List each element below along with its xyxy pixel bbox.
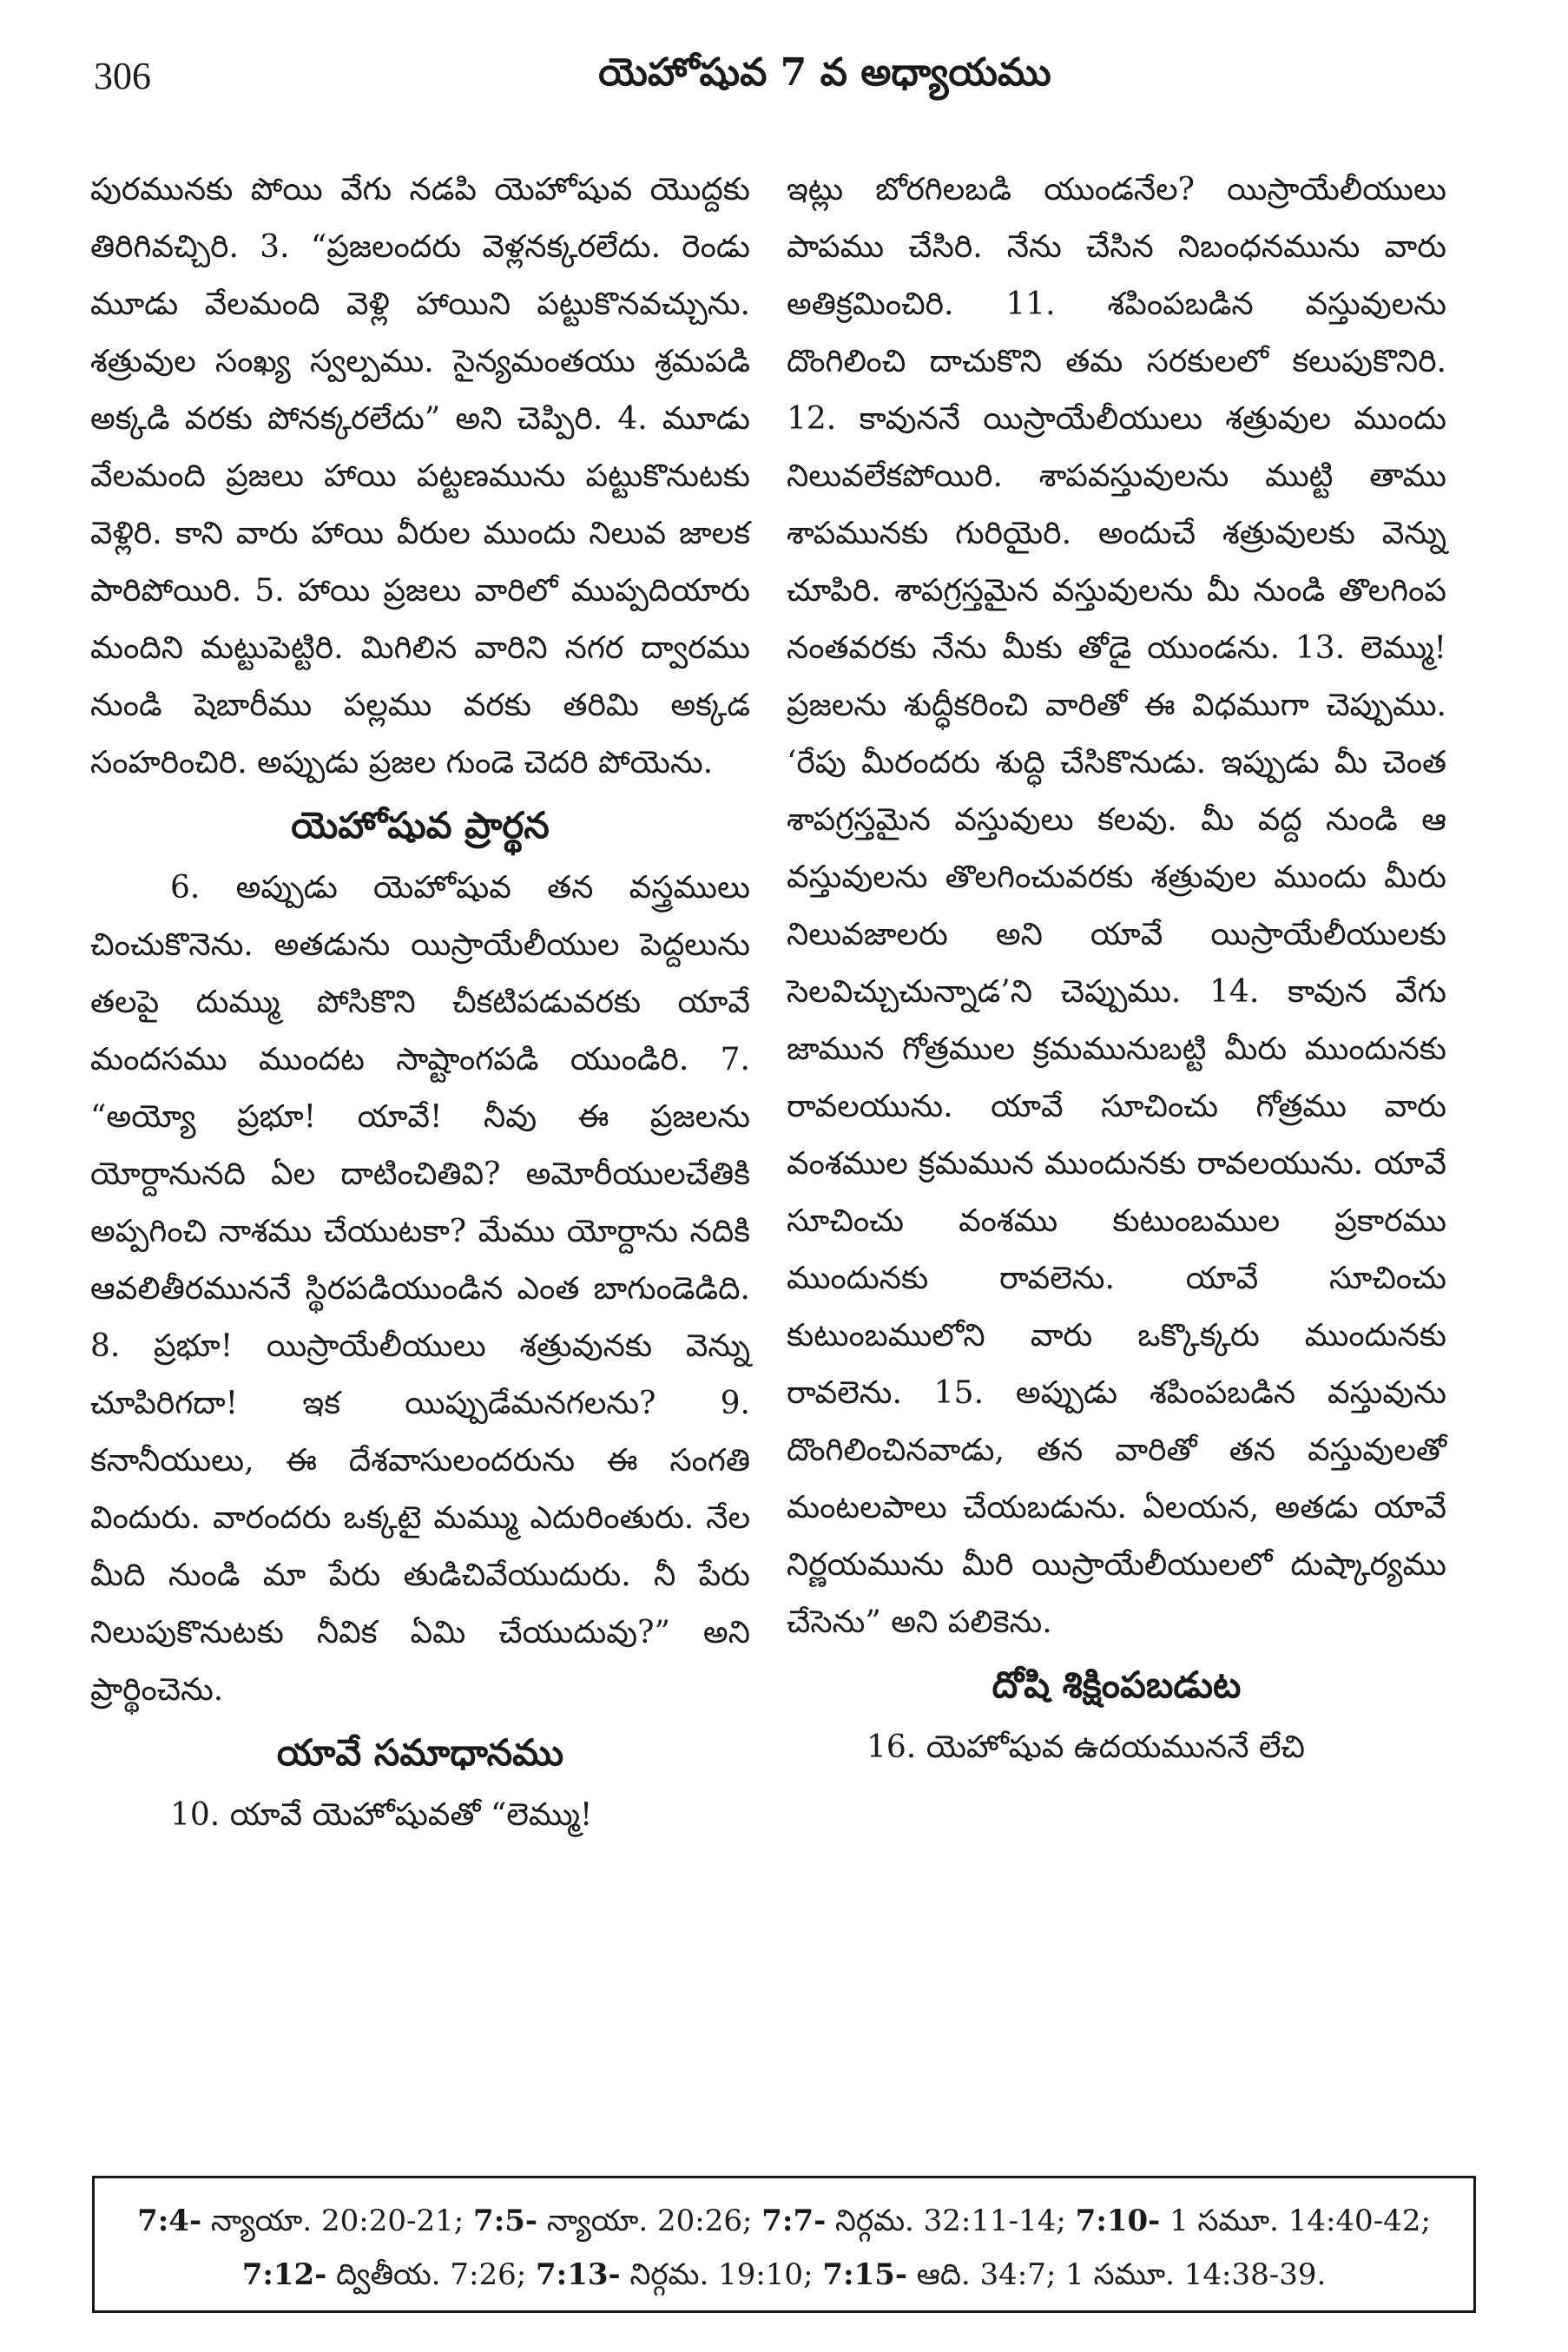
running-head: యెహోషువ 7 వ అధ్యాయము xyxy=(598,50,1051,95)
footnote-text: న్యాయా. 20:26; xyxy=(537,2204,762,2238)
footnote-text: 1 సమూ. 14:40-42; xyxy=(1160,2204,1431,2238)
footnote-ref: 7:7- xyxy=(761,2204,827,2238)
right-paragraph-1: ఇట్లు బోరగిలబడి యుండనేల? యిస్రాయేలీయులు పాపము చేసిరి. నేను చేసిన నిబంధనమును వారు అతిక్రమించిరి. 11. శపింపబడిన వస్తువులను దొంగిలించి దాచుకొని తమ సరకులలో కలుపుకొనిరి. 12. కావుననే యిస్రాయేలీయులు శత్రువుల ముందు నిలువలేకపోయిరి. శాపవస్తువులను ముట్టి తాము శాపమునకు గురియైరి. అందుచే శత్రువులకు వెన్ను చూపిరి. శాపగ్రస్తమైన వస్తువులను మీ నుండి తొలగింప నంతవరకు నేను మీకు తోడై యుండను. 13. లెమ్ము! ప్రజలను శుద్ధీకరించి వారితో ఈ విధముగా చెప్పుము. ‘రేపు మీరందరు శుద్ధి చేసికొనుడు. ఇప్పుడు మీ చెంత శాపగ్రస్తమైన వస్తువులు కలవు. మీ వద్ద నుండి ఆ వస్తువులను తొలగించువరకు శత్రువుల ముందు మీరు నిలువజాలరు అని యావే యిస్రాయేలీయులకు సెలవిచ్చుచున్నాడ’ని చెప్పుము. 14. కావున వేగు జామున గోత్రముల క్రమమునుబట్టి మీరు ముందునకు రావలయును. యావే సూచించు గోత్రము వారు వంశముల క్రమమున ముందునకు రావలయును. యావే సూచించు వంశము కుటుంబముల ప్రకారము ముందునకు రావలెను. యావే సూచించు కుటుంబములోని వారు ఒక్కొక్కరు ముందునకు రావలెను. 15. అప్పుడు శపింపబడిన వస్తువును దొంగిలించినవాడు, తన వారితో తన వస్తువులతో మంటలపాలు చేయబడును. ఏలయన, అతడు యావే నిర్ణయమును మీరి యిస్రాయేలీయులలో దుష్కార్యము చేసెను” అని పలికెను. xyxy=(787,172,1446,1640)
footnote-ref: 7:4- xyxy=(137,2204,202,2238)
right-paragraph-2: 16. యెహోషువ ఉదయముననే లేచి xyxy=(866,1729,1306,1765)
footnote-text: నిర్గమ. 32:11-14; xyxy=(826,2204,1076,2238)
left-column xyxy=(90,161,750,1844)
footnote-text: న్యాయా. 20:20-21; xyxy=(201,2204,474,2238)
right-column xyxy=(787,161,1446,1776)
left-paragraph-2: 6. అప్పుడు యెహోషువ తన వస్త్రములు చించుకొనెను. అతడును యిస్రాయేలీయుల పెద్దలును తలపై దుమ్ము పోసికొని చీకటిపడువరకు యావే మందసము ముందట సాష్టాంగపడి యుండిరి. 7. “అయ్యో ప్రభూ! యావే! నీవు ఈ ప్రజలను యోర్దానునది ఏల దాటించితివి? అమోరీయులచేతికి అప్పగించి నాశము చేయుటకా? మేము యోర్దాను నదికి ఆవలితీరముననే స్థిరపడియుండిన ఎంత బాగుండెడిది. 8. ప్రభూ! యిస్రాయేలీయులు శత్రువునకు వెన్ను చూపిరిగదా! ఇక యిప్పుడేమనగలను? 9. కనానీయులు, ఈ దేశవాసులందరును ఈ సంగతి విందురు. వారందరు ఒక్కటై మమ్ము ఎదురింతురు. నేల మీది నుండి మా పేరు తుడిచివేయుదురు. నీ పేరు నిలుపుకొనుటకు నీవిక ఏమి చేయుదువు?” అని ప్రార్థించెను. xyxy=(90,870,750,1708)
footnote-ref: 7:10- xyxy=(1075,2204,1161,2238)
section-heading-joshua-prayer: యెహోషువ ప్రార్థన xyxy=(291,804,550,847)
footnote-text: ద్వితీయ. 7:26; xyxy=(326,2257,537,2292)
left-paragraph-3: 10. యావే యెహోషువతో “లెమ్ము! xyxy=(170,1797,593,1833)
footnote-ref: 7:15- xyxy=(822,2257,907,2292)
footnote-box xyxy=(92,2176,1476,2313)
footnote-text: ఆది. 34:7; 1 సమూ. 14:38-39. xyxy=(906,2257,1327,2292)
page-number: 306 xyxy=(94,55,151,97)
footnote-ref: 7:5- xyxy=(473,2204,538,2238)
section-heading-yahweh-answer: యావే సమాధానము xyxy=(276,1731,564,1774)
footnote-ref: 7:13- xyxy=(536,2257,621,2292)
footnote-ref: 7:12- xyxy=(241,2257,327,2292)
footnote-text: నిర్గమ. 19:10; xyxy=(620,2257,823,2292)
left-paragraph-1: పురమునకు పోయి వేగు నడపి యెహోషువ యొద్దకు తిరిగివచ్చిరి. 3. “ప్రజలందరు వెళ్లనక్కరలేదు. రెండు మూడు వేలమంది వెళ్లి హాయిని పట్టుకొనవచ్చును. శత్రువుల సంఖ్య స్వల్పము. సైన్యమంతయు శ్రమపడి అక్కడి వరకు పోనక్కరలేదు” అని చెప్పిరి. 4. మూడు వేలమంది ప్రజలు హాయి పట్టణమును పట్టుకొనుటకు వెళ్లిరి. కాని వారు హాయి వీరుల ముందు నిలువ జాలక పారిపోయిరి. 5. హాయి ప్రజలు వారిలో ముప్పదియారు మందిని మట్టుపెట్టిరి. మిగిలిన వారిని నగర ద్వారము నుండి షెబారీము పల్లము వరకు తరిమి అక్కడ సంహరించిరి. అప్పుడు ప్రజల గుండె చెదరి పోయెను. xyxy=(90,172,750,781)
section-heading-culprit-punished: దోషి శిక్షింపబడుట xyxy=(992,1664,1242,1706)
